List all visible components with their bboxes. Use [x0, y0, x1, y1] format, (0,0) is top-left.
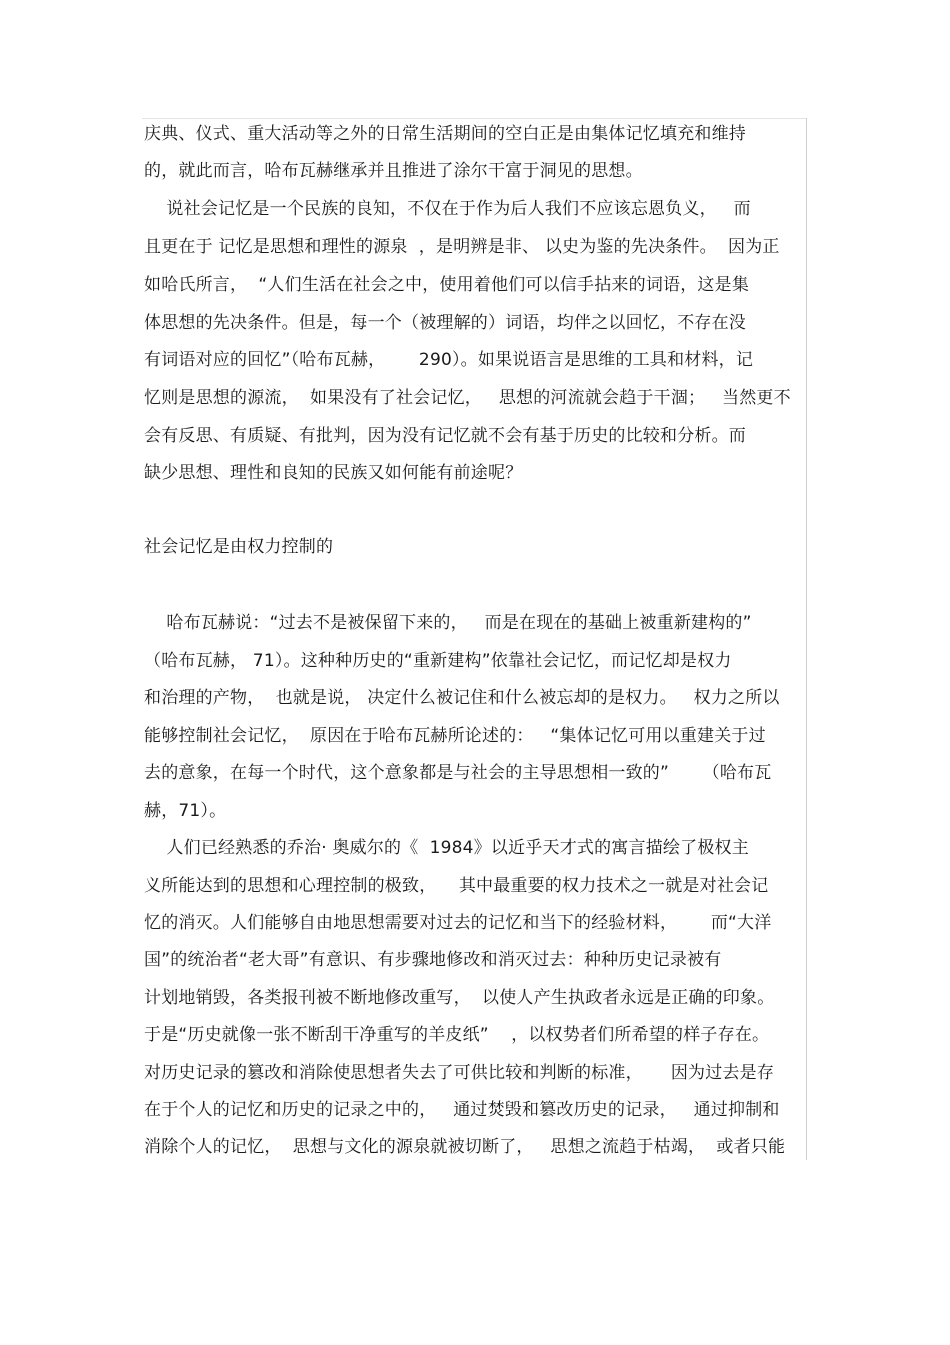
text-line: 赫，71）。 — [144, 801, 227, 821]
text-line: 忆则是思想的源流， 如果没有了社会记忆， 思想的河流就会趋于干涸； 当然更不 — [144, 388, 791, 408]
text-line: 缺少思想、理性和良知的民族又如何能有前途呢？ — [144, 463, 523, 483]
page-top-border — [142, 118, 806, 119]
text-line: （哈布瓦赫， 71）。这种种历史的“重新建构”依靠社会记忆，而记忆却是权力 — [144, 651, 732, 671]
text-line: 在于个人的记忆和历史的记录之中的， 通过焚毁和篡改历史的记录， 通过抑制和 — [144, 1100, 780, 1120]
text-line: 忆的消灭。人们能够自由地思想需要对过去的记忆和当下的经验材料， 而“大洋 — [144, 913, 772, 933]
text-line: 庆典、仪式、重大活动等之外的日常生活期间的空白正是由集体记忆填充和维持 — [144, 124, 746, 144]
text-line: 哈布瓦赫说：“过去不是被保留下来的， 而是在现在的基础上被重新建构的” — [144, 613, 752, 633]
text-line: 人们已经熟悉的乔治· 奥威尔的《 1984》以近乎天才式的寓言描绘了极权主 — [144, 838, 749, 858]
text-line: 于是“历史就像一张不断刮干净重写的羊皮纸” ，以权势者们所希望的样子存在。 — [144, 1025, 770, 1045]
text-line: 如哈氏所言， “人们生活在社会之中，使用着他们可以信手拈来的词语，这是集 — [144, 275, 750, 295]
section-heading: 社会记忆是由权力控制的 — [144, 537, 334, 557]
text-line: 和治理的产物， 也就是说， 决定什么被记住和什么被忘却的是权力。 权力之所以 — [144, 688, 780, 708]
text-line: 能够控制社会记忆， 原因在于哈布瓦赫所论述的： “集体记忆可用以重建关于过 — [144, 726, 766, 746]
text-line: 消除个人的记忆， 思想与文化的源泉就被切断了， 思想之流趋于枯竭， 或者只能 — [144, 1137, 786, 1157]
text-line: 说社会记忆是一个民族的良知，不仅在于作为后人我们不应该忘恩负义， 而 — [144, 199, 751, 219]
text-line: 去的意象，在每一个时代，这个意象都是与社会的主导思想相一致的” （哈布瓦 — [144, 763, 772, 783]
text-line: 对历史记录的篡改和消除使思想者失去了可供比较和判断的标准， 因为过去是存 — [144, 1063, 775, 1083]
page-right-border — [806, 118, 807, 1160]
text-line: 体思想的先决条件。但是，每一个（被理解的）词语，均伴之以回忆，不存在没 — [144, 313, 746, 333]
text-line: 计划地销毁，各类报刊被不断地修改重写， 以使人产生执政者永远是正确的印象。 — [144, 988, 775, 1008]
text-line: 国”的统治者“老大哥”有意识、有步骤地修改和消灭过去：种种历史记录被有 — [144, 950, 722, 970]
text-line: 有词语对应的回忆”（哈布瓦赫， 290）。如果说语言是思维的工具和材料，记 — [144, 350, 754, 370]
text-line: 会有反思、有质疑、有批判，因为没有记忆就不会有基于历史的比较和分析。而 — [144, 426, 746, 446]
text-line: 义所能达到的思想和心理控制的极致， 其中最重要的权力技术之一就是对社会记 — [144, 876, 769, 896]
text-line: 的，就此而言，哈布瓦赫继承并且推进了涂尔干富于洞见的思想。 — [144, 161, 643, 181]
text-line: 且更在于 记忆是思想和理性的源泉 ，是明辨是非、 以史为鉴的先决条件。 因为正 — [144, 237, 780, 257]
